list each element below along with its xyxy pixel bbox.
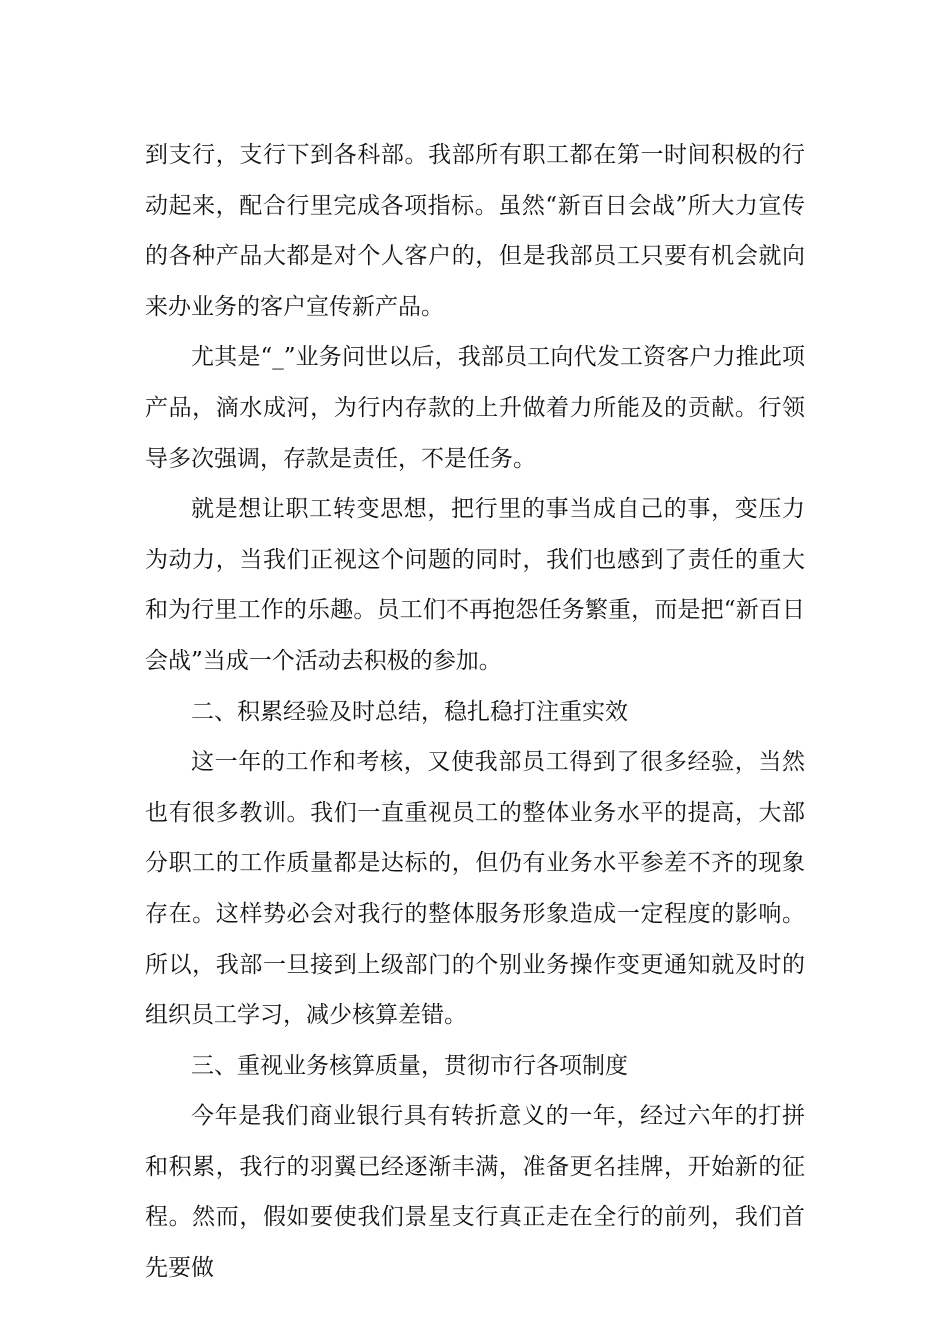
- paragraph-deposit-promotion: 尤其是“_”业务问世以后，我部员工向代发工资客户力推此项产品，滴水成河，为行内存款的上升做着力所能及的贡献。行领导多次强调，存款是责任，不是任务。: [145, 344, 805, 472]
- paragraph-mindset-change: 就是想让职工转变思想，把行里的事当成自己的事，变压力为动力，当我们正视这个问题的同时，我们也感到了责任的重大和为行里工作的乐趣。员工们不再抱怨任务繁重，而是把“新百日会战”当成一个活动去积极的参加。: [145, 496, 805, 674]
- paragraph-experience: 这一年的工作和考核，又使我部员工得到了很多经验，当然也有很多教训。我们一直重视员工的整体业务水平的提高，大部分职工的工作质量都是达标的，但仍有业务水平参差不齐的现象存在。这样势必会对我行的整体服务形象造成一定程度的影响。所以，我部一旦接到上级部门的个别业务操作变更通知就及时的组织员工学习，减少核算差错。: [145, 749, 805, 1029]
- paragraph-turning-point: 今年是我们商业银行具有转折意义的一年，经过六年的打拼和积累，我行的羽翼已经逐渐丰满，准备更名挂牌，开始新的征程。然而，假如要使我们景星支行真正走在全行的前列，我们首先要做: [145, 1103, 805, 1282]
- paragraph-continuation: 到支行，支行下到各科部。我部所有职工都在第一时间积极的行动起来，配合行里完成各项指标。虽然“新百日会战”所大力宣传的各种产品大都是对个人客户的，但是我部员工只要有机会就向来办业务的客户宣传新产品。: [145, 142, 805, 320]
- section-heading-accounting-quality: 三、重视业务核算质量，贯彻市行各项制度: [191, 1052, 628, 1079]
- document-body: [145, 130, 805, 1294]
- section-heading-experience: 二、积累经验及时总结，稳扎稳打注重实效: [191, 698, 628, 725]
